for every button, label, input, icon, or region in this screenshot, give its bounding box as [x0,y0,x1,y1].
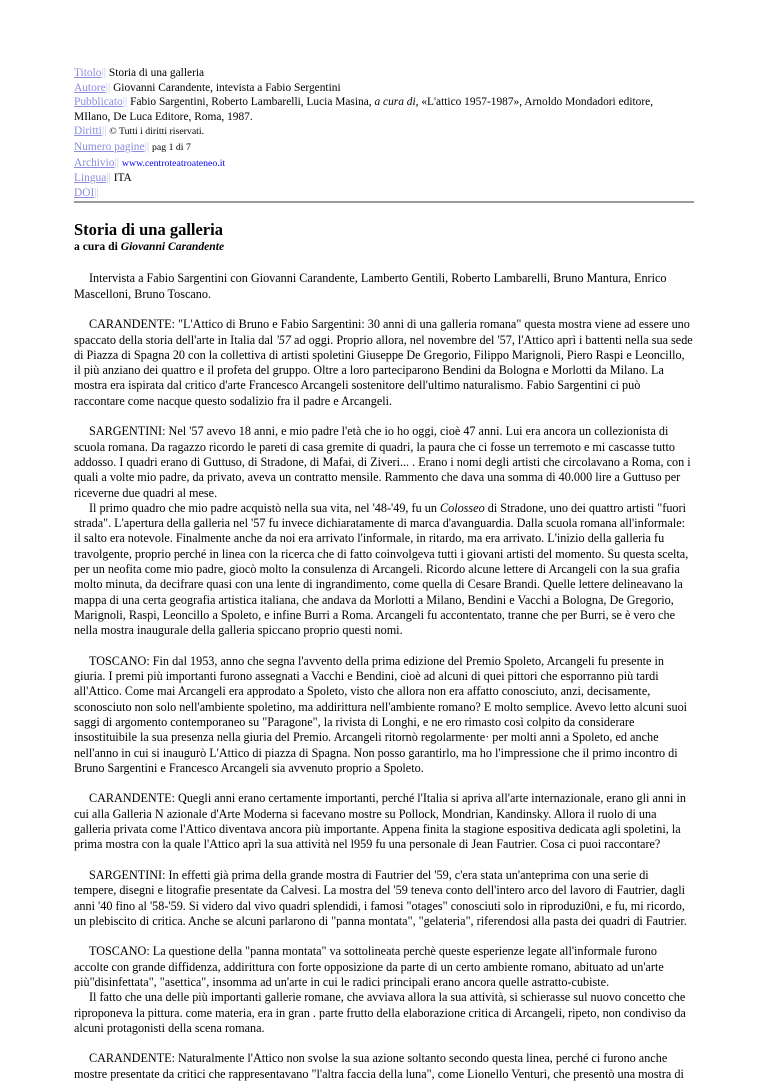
meta-separator: || [101,67,107,79]
paragraph: CARANDENTE: Quegli anni erano certamente importanti, perché l'Italia si apriva all'arte internazionale, erano gli anni in cui alla Galleria N azionale d'Arte Moderna si facevano mostre su Pollock, Mondrian, Kandinsky. Allora il ruolo di una galleria privata come l'Attico diventava ancora più importante. Appena finita la stagione espositiva dedicata agli spoletini, la prima mostra con la quale l'Attico aprì la sua attività nel l959 fu una personale di Jean Fautrier. Cosa ci puoi raccontare? [74,791,686,852]
paragraph: CARANDENTE: Naturalmente l'Attico non svolse la sua azione soltanto secondo questa linea, perché ci furono anche mostre presentate da critici che rappresentavano "l'altra faccia della luna", come Lionello Venturi, che presentò una mostra di [74,1051,684,1081]
meta-value-published-post: , «L'attico 1957-1987», Arnoldo Mondadori editore, [415,96,654,109]
meta-separator: || [114,156,120,169]
curator-prefix: a cura di [74,240,121,254]
meta-separator: || [94,186,99,199]
paragraph-emphasis: '57 [276,332,291,347]
meta-row-author [74,81,694,96]
meta-separator: || [105,81,111,94]
paragraph-text: CARANDENTE: "L'Attico di Bruno e Fabio Sargentini: 30 anni di una galleria romana" questa mostra viene ad essere uno spaccato della storia dell'arte in Italia dal [74,317,690,347]
article-body [74,271,694,1082]
paragraph: SARGENTINI: Nel '57 avevo 18 anni, e mio padre l'età che io ho oggi, cioè 47 anni. Lui era ancora un collezionista di scuola romana. Da ragazzo ricordo le pareti di casa gremite di quadri, la paura che ci fosse un terremoto e mi cascasse tutto addosso. I quadri erano di Guttuso, di Stradone, di Mafai, di Ziveri... . Erano i nomi degli artisti che circolavano a Roma, con i quali a volte mio padre, da privato, aveva un contratto mensile. Rammento che dava una somma di 40.000 lire a Guttuso per riceverne due quadri al mese. [74,424,691,500]
meta-row-pages [74,140,694,156]
curator-name: Giovanni Carandente [120,240,225,254]
meta-value-published-pre: Fabio Sargentini, Roberto Lambarelli, Lucia Masina, [130,96,375,109]
paragraph: SARGENTINI: In effetti già prima della grande mostra di Fautrier del '59, c'era stata un'anteprima con una serie di tempere, disegni e litografie presentate da Calvesi. La mostra del '59 teneva conto dell'intero arco del lavoro di Fautrier, dagli anni '40 fino al '58-'59. Si videro dal vivo quadri splendidi, i famosi "otages" conosciuti solo in riproduzi0ni, e fu, mi ricordo, un plebiscito di critica. Anche se alcuni parlarono di "panna montata", "gelateria", riferendosi alla pasta dei quadri di Fautrier. [74,867,687,928]
meta-label-title[interactable]: Titolo [74,67,102,79]
paragraph-text: ad oggi. Proprio allora, nel novembre del '57, l'Attico aprì i battenti nella sua sede di Piazza di Spagna 20 con la collettiva di artisti spoletini Giuseppe De Gregorio, Filippo Marignoli, Piero Raspi e Leoncillo, il più anziano dei quattro e il profeta del gruppo. Oltre a loro parteciparono Bendini da Bologna e Morlotti da Milano. La mostra era ispirata dal critico d'arte Francesco Arcangeli sostenitore dell'ultimo naturalismo. Fabio Sargentini ci può raccontare come nacque questo sodalizio fra il padre e Arcangeli. [74,332,693,408]
meta-label-published[interactable]: Pubblicato [74,96,123,109]
meta-separator: || [106,172,111,185]
meta-value-title: Storia di una galleria [108,67,205,79]
paragraph-text: Il primo quadro che mio padre acquistò nella sua vita, nel '48-'49, fu un [89,500,440,515]
meta-row-rights [74,124,694,140]
paragraph: TOSCANO: La questione della "panna montata" va sottolineata perchè queste esperienze legate all'informale furono accolte con grande diffidenza, addirittura con forte opposizione da parte di un certo ambiente romano, abituato ad un'arte più"disinfettata", "asettica", insomma ad un'arte in cui le radici principali erano ancora quelle astratto-cubiste. [74,944,664,989]
meta-row-doi [74,186,694,201]
meta-row-published [74,95,694,110]
meta-label-doi[interactable]: DOI [74,186,95,199]
paragraph [74,317,694,409]
meta-row-archive [74,156,694,172]
intro-paragraph: Intervista a Fabio Sargentini con Giovanni Carandente, Lamberto Gentili, Roberto Lambarelli, Bruno Mantura, Enrico Mascelloni, Bruno Toscano. [74,271,667,301]
metadata-block [74,66,694,200]
paragraph: TOSCANO: Fin dal 1953, anno che segna l'avvento della prima edizione del Premio Spoleto, Arcangeli fu presente in giuria. I premi più importanti furono assegnati a Vacchi e Bendini, cioè ad alcuni di quei pittori che esporranno più tardi all'Attico. Come mai Arcangeli era approdato a Spoleto, visto che allora non era affatto conosciuto, anzi, decisamente, sconosciuto non solo nell'ambiente spoletino, ma addirittura nell'ambiente romano? E molto semplice. Avevo letto alcuni suoi saggi di argomento contemporaneo su "Paragone", la rivista di Longhi, e ne ero rimasto così colpito da considerare insostituibile la sua presenza nella giuria del Premio. Arcangeli ritornò regolarmente· per molti anni a Spoleto, ed anche nell'anno in cui si inaugurò L'Attico di piazza di Spagna. Non posso garantirlo, ma ho l'impressione che il primo incontro di Bruno Sargentini e Francesco Arcangeli sia avvenuto proprio a Spoleto. [74,653,688,775]
meta-separator: || [144,140,150,153]
meta-label-archive[interactable]: Archivio [74,156,115,169]
header-divider [74,201,694,203]
paragraph: Il fatto che una delle più importanti gallerie romane, che avviava allora la sua attività, si schierasse sul nuovo concetto che riproponeva la pittura. come materia, era in gran . parte frutto della elaborazione critica di Arcangeli, ripeto, non condiviso da alcuni protagonisti della scena romana. [74,990,686,1035]
article-title: Storia di una galleria [74,220,223,240]
paragraph [74,501,694,639]
meta-label-pages[interactable]: Numero pagine [74,140,145,153]
meta-label-author[interactable]: Autore [74,81,106,94]
meta-separator: || [122,96,128,109]
meta-label-rights[interactable]: Diritti [74,125,102,138]
meta-row-published-cont [74,110,694,125]
meta-value-rights: © Tutti i diritti riservati. [109,126,205,138]
archive-link[interactable]: www.centroteatroateneo.it [121,157,226,169]
meta-value-published-em: a cura di [374,96,416,109]
meta-value-author: Giovanni Carandente, intevista a Fabio Sergentini [113,81,341,94]
paragraph-text: di Stradone, uno dei quattro artisti "fuori strada". L'apertura della galleria nel '57 fu invece dichiaratamente di marca d'avanguardia. Dalla scuola romana all'informale: il salto era notevole. Finalmente anche da noi era arrivato l'informale, in ritardo, ma era arrivato. L'inizio della galleria fu travolgente, proprio perché in linea con la ricerca che di fatto coinvolgeva tutti i giovani artisti del momento. Su questa scelta, per un neofita come mio padre, giocò molto la consulenza di Arcangeli. Ricordo alcune lettere di Arcangeli con la sua grafia molto minuta, da decifrare quasi con una lente di ingrandimento, come quella di Cesare Brandi. Quelle lettere delineavano la mappa di una certa geografia artistica italiana, che andava da Morlotti a Milano, Bendini e Vacchi a Bologna, De Gregorio, Marignoli, Raspi, Leoncillo a Spoleto, e infine Burri a Roma. Arcangeli fu accontentato, tranne che per Burri, se è vero che nella mostra inaugurale della galleria spiccano proprio questi nomi. [74,500,689,638]
meta-value-pages: pag 1 di 7 [151,141,191,153]
meta-value-published-line2: MIlano, De Luca Editore, Roma, 1987. [74,110,253,123]
meta-label-language[interactable]: Lingua [74,172,107,185]
paragraph-emphasis: Colosseo [439,500,485,515]
meta-value-language: ITA [113,172,132,185]
meta-row-title [74,66,694,81]
meta-row-language [74,171,694,186]
article-curator [74,239,694,254]
meta-separator: || [101,125,107,138]
